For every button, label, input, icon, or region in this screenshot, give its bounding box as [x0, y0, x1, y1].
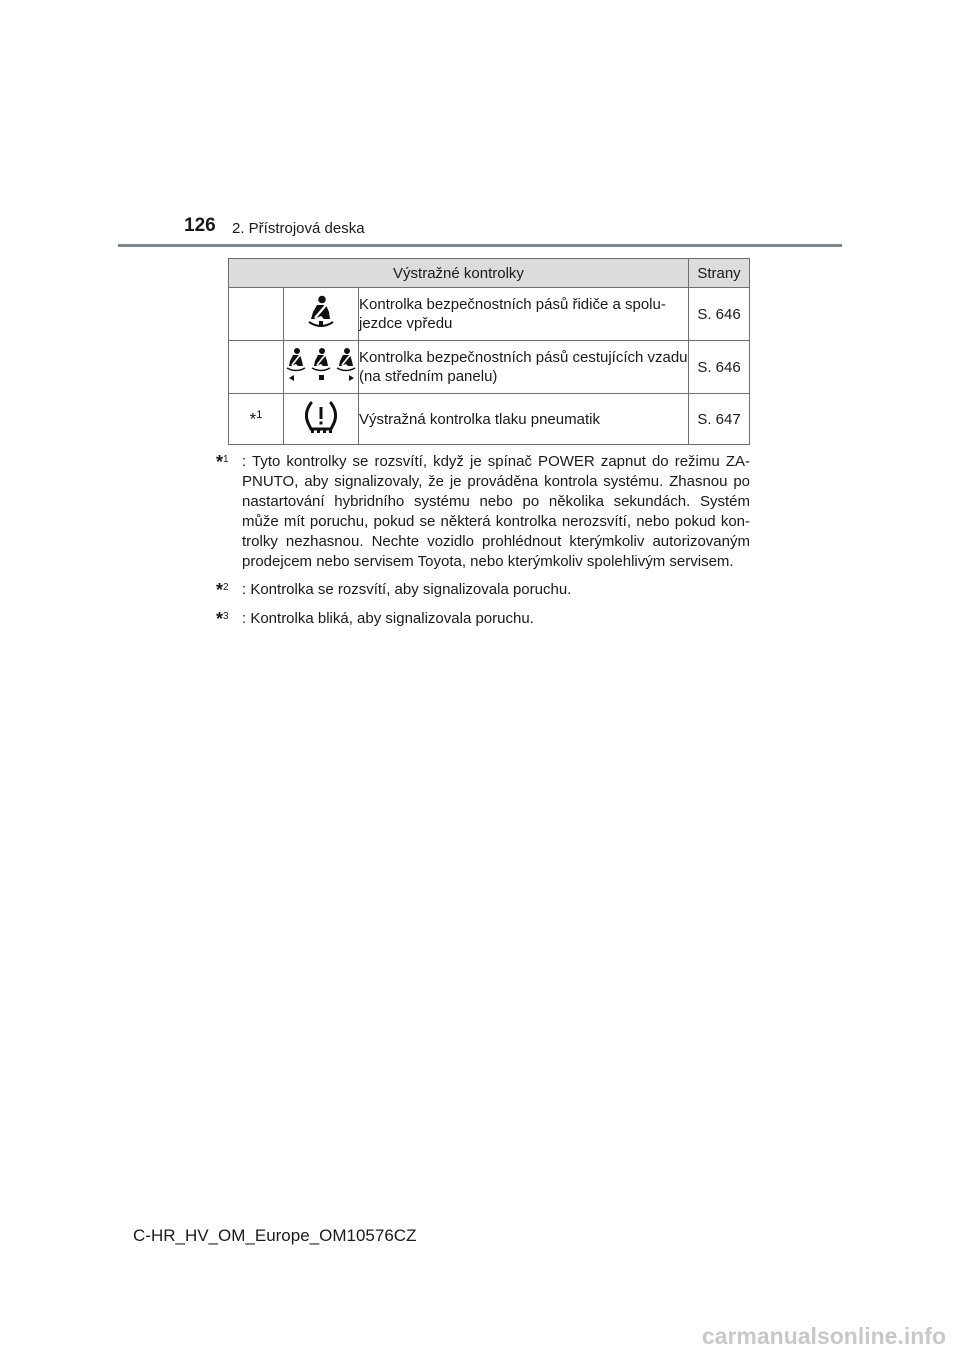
row-note: *$^1$ — [229, 394, 284, 445]
watermark: carmanualsonline.info — [701, 1323, 946, 1349]
seatbelt-icon — [284, 288, 359, 341]
table-row — [229, 341, 750, 394]
footnote — [216, 609, 750, 630]
row-note — [229, 341, 284, 394]
row-page-ref: S. 646 — [689, 341, 750, 394]
row-page-ref: S. 646 — [689, 288, 750, 341]
footnote-text: : Kontrolka se rozsvítí, aby signalizovala poruchu. — [242, 581, 572, 598]
section-title: 2. Přístrojová deska — [232, 220, 365, 237]
rear-seatbelts-icon — [284, 341, 359, 394]
footnote-marker: *$^3$ — [216, 609, 229, 629]
tire-pressure-icon — [284, 394, 359, 445]
table-row — [229, 394, 750, 445]
table-row — [229, 288, 750, 341]
footnotes — [216, 452, 750, 638]
page-number: 126 — [184, 215, 216, 236]
warning-lights-table — [228, 258, 750, 445]
table-header-warning-lights: Výstražné kontrolky — [229, 259, 689, 288]
table-header-pages: Strany — [689, 259, 750, 288]
document-code: C-HR_HV_OM_Europe_OM10576CZ — [133, 1226, 417, 1245]
footnote — [216, 452, 750, 572]
row-description: Kontrolka bezpečnostních pásů řidiče a spolu-jezdce vpředu — [359, 288, 689, 341]
row-page-ref: S. 647 — [689, 394, 750, 445]
table-header-row — [229, 259, 750, 288]
footnote-text: : Kontrolka bliká, aby signalizovala poruchu. — [242, 610, 534, 627]
row-description: Výstražná kontrolka tlaku pneumatik — [359, 394, 689, 445]
row-description: Kontrolka bezpečnostních pásů cestujících vzadu (na středním panelu) — [359, 341, 689, 394]
header-divider — [118, 244, 842, 247]
footnote-marker: *$^1$ — [216, 452, 229, 472]
footnote-text: : Tyto kontrolky se rozsvítí, když je spínač POWER zapnut do režimu ZA-PNUTO, aby signalizovaly, že je prováděna kontrola systému. Zhasnou po nastartování hybridního systému nebo po několika sekundách. Systém může mít poruchu, pokud se některá kontrolka nerozsvítí, nebo pokud kon-trolky nezhasnou. Nechte vozidlo prohlédnout kterýmkoliv autorizovaným prodejcem nebo servisem Toyota, nebo kterýmkoliv spolehlivým servisem. — [242, 453, 750, 570]
footnote — [216, 580, 750, 601]
footnote-marker: *$^2$ — [216, 580, 229, 600]
row-note — [229, 288, 284, 341]
